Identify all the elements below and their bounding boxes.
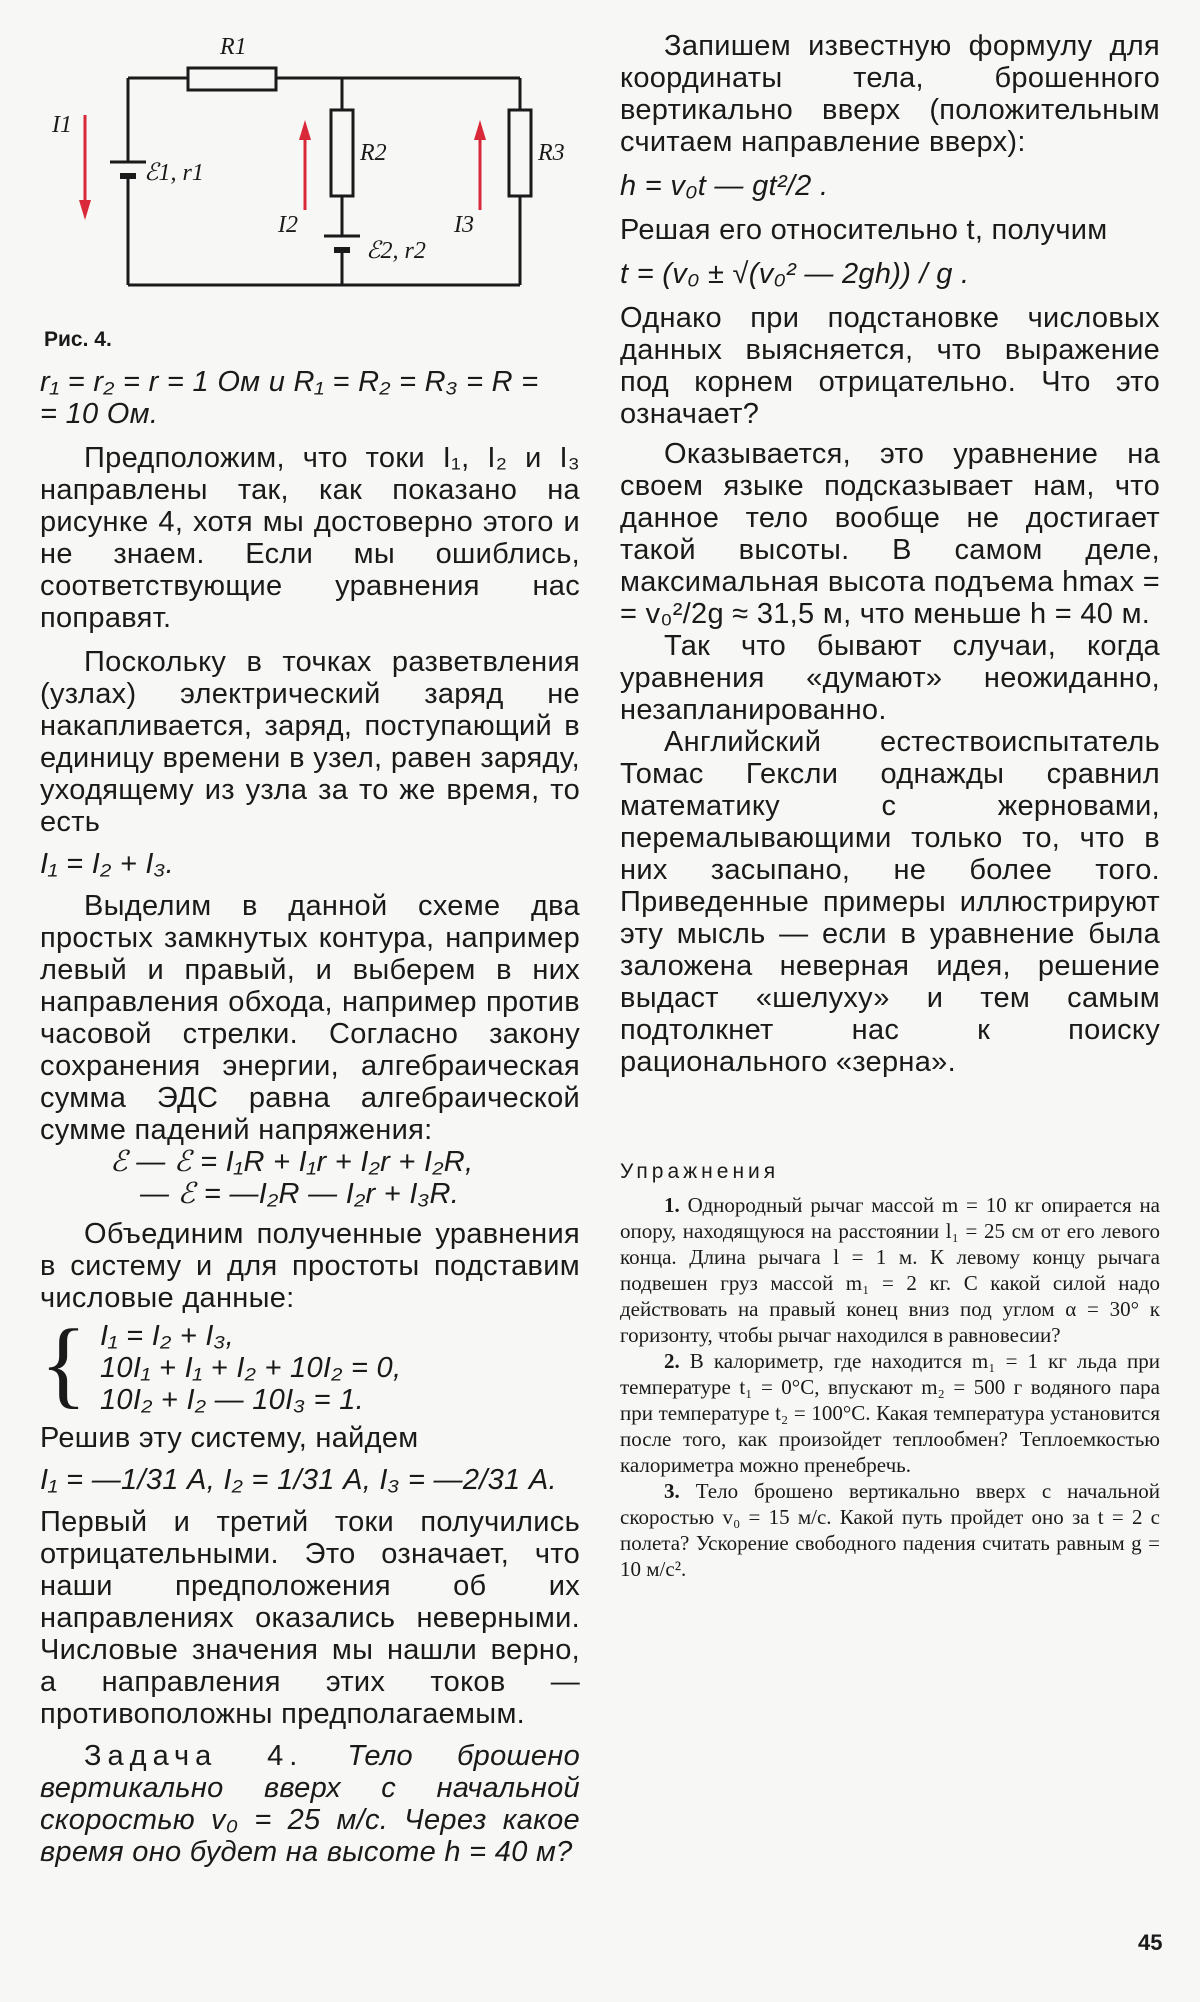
system-eq1: I₁ = I₂ + I₃, [100, 1320, 234, 1352]
paragraph-negative-root: Однако при подстановке числовых данных выясняется, что выражение под корнем отрицательно. Что это означает? [620, 302, 1160, 430]
circuit-diagram [40, 10, 600, 320]
current-arrows [79, 115, 486, 220]
paragraph-contours: Выделим в данной схеме два простых замкнутых контура, например левый и правый, и выберем в них направления обхода, например против часовой стрелки. Согласно закону сохранения энергии, алгебраическая сумма ЭДС равна алгебраической сумме падений напряжения: [40, 890, 580, 1146]
paragraph-negative: Первый и третий токи получились отрицательными. Это означает, что наши предположения об их направлениях оказались неверными. Числовые значения мы нашли верно, а направления этих токов — противоположны предполагаемым. [40, 1506, 580, 1730]
resistor-r3 [509, 110, 531, 196]
paragraph-formula-intro: Запишем известную формулу для координаты тела, брошенного вертикально вверх (положительным считаем направление вверх): [620, 30, 1160, 158]
label-r1: R1 [220, 34, 247, 60]
paragraph-system: Объединим полученные уравнения в систему и для простоты подставим числовые данные: [40, 1218, 580, 1314]
task-4 [40, 1740, 580, 1868]
paragraph-equations-think: Так что бывают случаи, когда уравнения «думают» неожиданно, незапланированно. [620, 630, 1160, 726]
page-number: 45 [1138, 1930, 1163, 1955]
params-line2: = 10 Ом. [40, 398, 159, 430]
resistor-r2 [331, 110, 353, 196]
task-text: Тело брошено вертикально вверх с начальной скоростью v₀ = 25 м/с. Через какое время оно будет на высоте h = 40 м? [40, 1740, 580, 1868]
task-label: Задача 4. [84, 1740, 304, 1772]
label-i1: I1 [52, 112, 72, 138]
formula-time: t = (v₀ ± √(v₀² — 2gh)) / g . [620, 258, 970, 290]
formula-height: h = v₀t — gt²/2 . [620, 170, 829, 202]
exercise-1: 1. Однородный рычаг массой m = 10 кг опирается на опору, находящуюся на расстоянии l₁ = 25 см от его левого конца. Длина рычага l = 1 м. К левому концу рычага подвешен груз массой m₁ = 2 кг. С какой силой надо действовать на правый конец вниз под углом α = 30° к горизонту, чтобы рычаг находился в равновесии? [620, 1193, 1161, 1347]
system-eq2: 10I₁ + I₁ + I₂ + 10I₂ = 0, [100, 1352, 402, 1384]
exercises-section [620, 1160, 1160, 1582]
exercises-heading: Упражнения [620, 1160, 780, 1183]
label-i3: I3 [454, 212, 474, 238]
label-e1r1: ℰ1, r1 [144, 160, 204, 186]
paragraph-assumption: Предположим, что токи I₁, I₂ и I₃ направлены так, как показано на рисунке 4, хотя мы достоверно этого и не знаем. Если мы ошиблись, соответствующие уравнения нас поправят. [40, 442, 580, 634]
formula-emf2: — ℰ = —I₂R — I₂r + I₃R. [140, 1178, 460, 1210]
paragraph-max-height: Оказывается, это уравнение на своем языке подсказывает нам, что данное тело вообще не достигает такой высоты. В самом деле, максимальная высота подъема hmax = = v₀²/2g ≈ 31,5 м, что меньше h = 40 м. [620, 438, 1160, 630]
label-r2: R2 [360, 140, 387, 166]
equation-system: { I₁ = I₂ + I₃, 10I₁ + I₁ + I₂ + 10I₂ = 0, 10I₂ + I₂ — 10I₃ = 1. [40, 1320, 580, 1416]
resistor-r1 [188, 68, 276, 90]
label-e2r2: ℰ2, r2 [366, 238, 426, 264]
paragraph-solve-t: Решая его относительно t, получим [620, 214, 1108, 246]
paragraph-solve: Решив эту систему, найдем [40, 1422, 419, 1454]
paragraph-huxley: Английский естествоиспытатель Томас Гексли однажды сравнил математику с жерновами, перемалывающими только то, что в них засыпано, не более того. Приведенные примеры иллюстрируют эту мысль — если в уравнение была заложена неверная идея, решение выдаст «шелуху» и тем самым подтолкнет нас к поиску рационального «зерна». [620, 726, 1160, 1078]
params-line1: r₁ = r₂ = r = 1 Ом и R₁ = R₂ = R₃ = R = [40, 366, 539, 398]
paragraph-nodes: Поскольку в точках разветвления (узлах) электрический заряд не накапливается, заряд, поступающий в единицу времени в узел, равен заряду, уходящему из узла за то же время, то есть [40, 646, 580, 838]
formula-kirchhoff1: I₁ = I₂ + I₃. [40, 848, 174, 880]
system-eq3: 10I₂ + I₂ — 10I₃ = 1. [100, 1384, 365, 1416]
formula-currents: I₁ = —1/31 А, I₂ = 1/31 А, I₃ = —2/31 А. [40, 1464, 557, 1496]
figure-caption: Рис. 4. [44, 328, 112, 351]
exercise-2: 2. В калориметр, где находится m₁ = 1 кг льда при температуре t₁ = 0°С, впускают m₂ = 500 г водяного пара при температуре t₂ = 100°С. Какая температура установится после того, как произойдет теплообмен? Теплоемкостью калориметра можно пренебречь. [620, 1349, 1161, 1477]
label-i2: I2 [278, 212, 298, 238]
label-r3: R3 [538, 140, 565, 166]
formula-emf1: ℰ — ℰ = I₁R + I₁r + I₂r + I₂R, [110, 1146, 474, 1178]
exercise-3: 3. Тело брошено вертикально вверх с начальной скоростью v₀ = 15 м/с. Какой путь пройдет оно за t = 2 с полета? Ускорение свободного падения считать равным g = 10 м/с². [620, 1479, 1160, 1581]
